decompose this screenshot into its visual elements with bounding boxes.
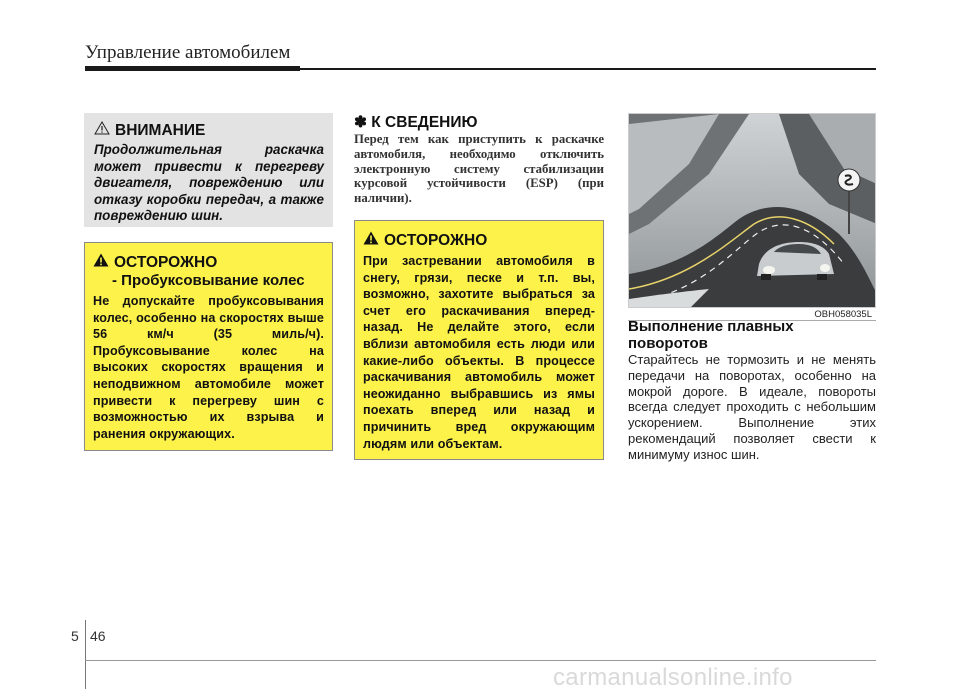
header-rule-thick <box>85 66 300 71</box>
note-heading: ВНИМАНИЕ <box>115 121 206 139</box>
header-rule-thin <box>300 68 876 70</box>
photo-caption-code: OBH058035L <box>628 308 876 321</box>
caution-outline-icon <box>94 121 110 140</box>
info-body: Перед тем как приступить к раскачке автомобиля, необходимо отключить электронную систему стабилизации курсовой устойчивости (ESP) (при наличии). <box>354 132 604 206</box>
attention-note-box <box>84 113 333 227</box>
footer-section-number: 5 <box>71 628 79 644</box>
caution-heading: ОСТОРОЖНО <box>384 231 488 249</box>
note-body: Продолжительная раскачка может привести к перегреву двигателя, повреждению или отказу коробки передач, а также повреждению шин. <box>94 142 324 224</box>
page-header-title: Управление автомобилем <box>85 42 291 63</box>
watermark: carmanualsonline.info <box>553 664 793 691</box>
footer-horizontal-rule <box>85 660 876 661</box>
caution-box-rocking <box>354 220 604 460</box>
warning-triangle-icon <box>363 231 379 250</box>
winding-road-photo <box>628 113 876 308</box>
section-title: Выполнение плавных поворотов <box>628 318 794 352</box>
info-title: ✽ К СВЕДЕНИЮ <box>354 114 478 131</box>
caution-body: Не допускайте пробуксовывания колес, особенно на скоростях выше 56 км/ч (35 миль/ч). Пробуксовывание колес на высоких скоростях вращения и неподвижном автомобиле может привести к перегреву шин с возможностью их взрыва и ранения окружающих. <box>93 294 324 441</box>
caution-subheading: - Пробуксовывание колес <box>112 272 305 289</box>
caution-heading: ОСТОРОЖНО <box>114 253 218 271</box>
footer-vertical-rule <box>85 620 86 689</box>
warning-triangle-icon <box>93 253 109 272</box>
section-body: Старайтесь не тормозить и не менять передачи на поворотах, особенно на мокрой дороге. В идеале, повороты всегда следует проходить с небольшим ускорением. Выполнение этих рекомендаций позволяет свести к минимуму износ шин. <box>628 352 876 462</box>
caution-body: При застревании автомобиля в снегу, грязи, песке и т.п. вы, возможно, захотите выбраться за счет его раскачивания вперед-назад. Не делайте этого, если вблизи автомобиля есть люди или какие-либо объекты. В процессе раскачивания автомобиль может неожиданно выбравшись из ямы поехать вперед или назад и причинить вред окружающим людям или объектам. <box>363 254 595 451</box>
caution-box-wheel-spin <box>84 242 333 451</box>
footer-page-number: 46 <box>90 628 106 644</box>
